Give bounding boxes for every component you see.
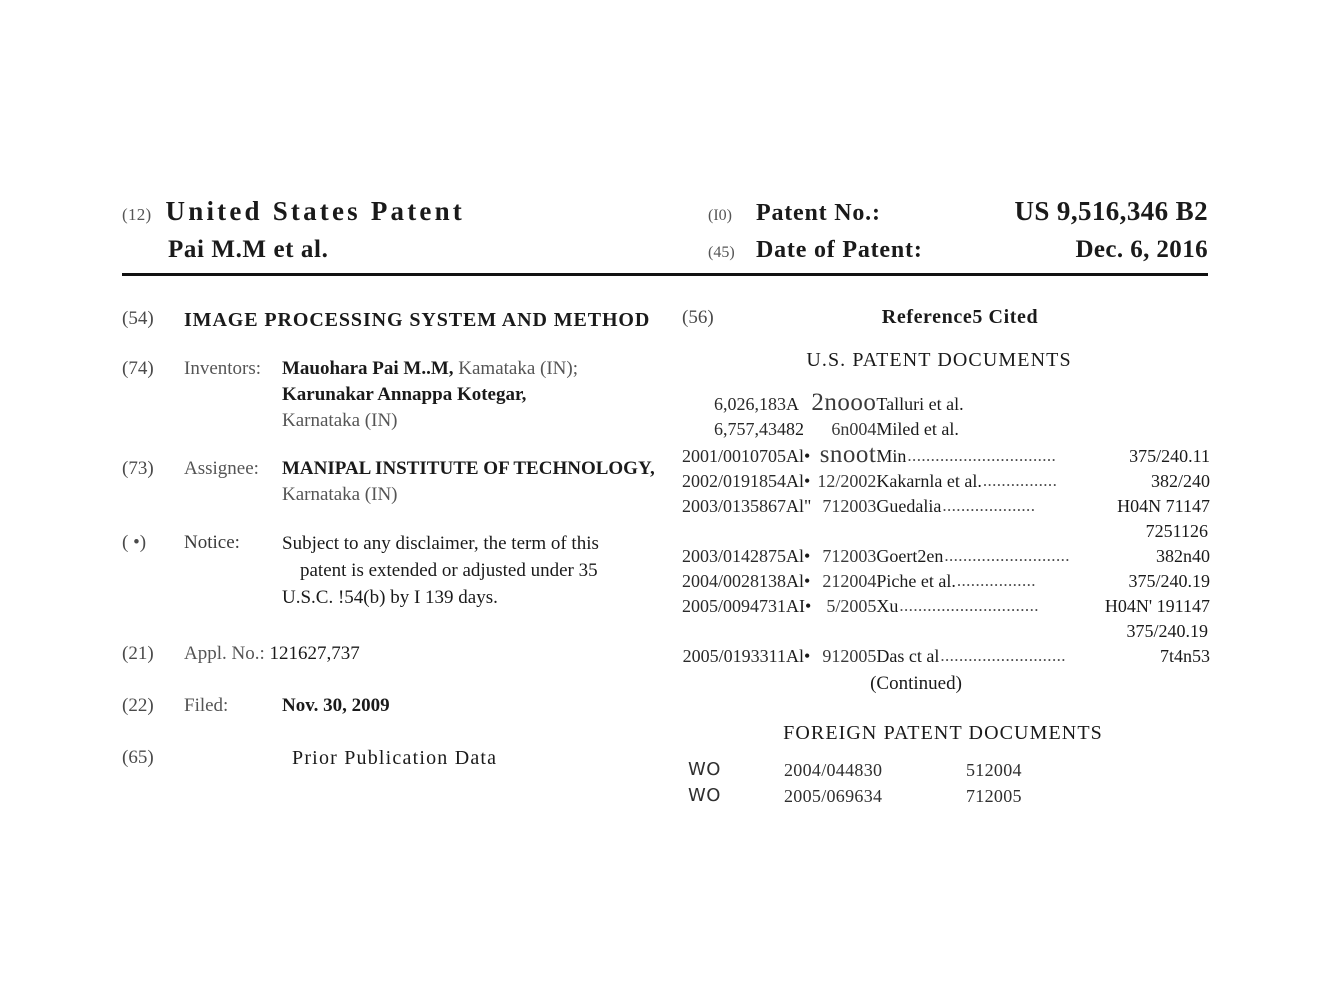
invention-title-text: IMAGE PROCESSING SYSTEM AND METHOD (184, 309, 651, 331)
notice-line-1: Subject to any disclaimer, the term of this (282, 533, 599, 554)
doc-type-code: (12) (122, 205, 152, 224)
foreign-patent-documents-table (688, 757, 1216, 809)
citation-assignee-name (876, 544, 1210, 569)
citation-row (682, 469, 1210, 494)
foreign-publication-number: 2004/044830 (784, 760, 883, 780)
header-divider (122, 273, 1208, 276)
citation-assignee-name (876, 469, 1210, 494)
continued-row (682, 669, 1210, 696)
filed-label: Filed: (184, 695, 229, 716)
notice-line-3: U.S.C. !54(b) by I 139 days. (282, 587, 498, 608)
field-assignee (122, 456, 682, 508)
citation-kind-code: Al• (786, 546, 811, 566)
field-prior-publication (122, 745, 682, 771)
notice-code: ( •) (122, 532, 147, 553)
citation-patent-number: 6,026,183 (714, 394, 787, 414)
citation-classification: 382/240 (1150, 471, 1210, 491)
citation-kind-code: AI• (786, 596, 812, 616)
citation-kind-code: Al• (786, 446, 811, 466)
citation-patent-number: 2003/0135867 (682, 496, 787, 516)
citation-name-text: Min (876, 446, 907, 466)
citation-name-text: Piche et al. (876, 571, 956, 591)
citation-assignee-name (876, 494, 1210, 519)
citation-kind-code: A (786, 394, 800, 414)
citation-name-text: Goert2en (876, 546, 944, 566)
citation-leader-dots: .................... (942, 496, 1036, 515)
citation-kind-code: Al" (786, 496, 812, 516)
citation-name-text: Kakarnla et al. (876, 471, 982, 491)
citation-patent-number: 2004/0028138 (682, 571, 787, 591)
foreign-citation-row (688, 757, 1216, 783)
application-number-label: Appl. No.: (184, 643, 265, 664)
patent-header (122, 196, 1208, 274)
patent-date-row (708, 236, 1208, 276)
citation-classification: 375/240.19 (1128, 571, 1210, 591)
inventors-list (282, 356, 682, 434)
citation-date: 5/2005 (826, 596, 877, 616)
filed-month: Nov. 30, 2009 (282, 695, 390, 716)
citation-row (682, 569, 1210, 594)
citation-classification: H04N' 191147 (1104, 596, 1210, 616)
inventors-label: Inventors: (184, 358, 262, 379)
inventors-code: (74) (122, 358, 154, 379)
spacer-cell (682, 519, 876, 544)
patent-date-value: Dec. 6, 2016 (1075, 236, 1208, 263)
citation-date: 712003 (822, 496, 877, 516)
citation-patent-number: 2005/0094731 (682, 596, 787, 616)
citation-patent-number: 2002/0191854 (682, 471, 787, 491)
citation-row (682, 644, 1210, 669)
citation-patent-number: 2005/0193311 (682, 646, 787, 666)
citation-classification-continuation-row (682, 519, 1210, 544)
citation-kind-code: Al• (786, 571, 811, 591)
application-number-text: 121627,737 (269, 643, 360, 664)
us-patent-documents-heading: U.S. PATENT DOCUMENTS (806, 349, 1072, 371)
citation-patent-number: 6,757,434 (714, 419, 787, 439)
citation-leader-dots: ................................ (907, 446, 1057, 465)
assignee-value (282, 456, 682, 508)
field-filed-date (122, 693, 682, 719)
citation-classification: 7t4n53 (1159, 646, 1210, 666)
field-notice (122, 530, 682, 611)
applicant-row (122, 236, 682, 274)
foreign-citation-row (688, 783, 1216, 809)
citation-assignee-name (876, 442, 1210, 469)
citation-assignee-name: Miled et al. (876, 419, 959, 439)
prior-publication-code: (65) (122, 747, 154, 768)
foreign-publication-number: 2005/069634 (784, 786, 883, 806)
field-inventors (122, 356, 682, 434)
field-invention-title (122, 306, 682, 334)
citation-classification: 382n40 (1156, 546, 1210, 566)
citation-row (682, 594, 1210, 619)
application-number-value (184, 641, 682, 667)
assignee-code: (73) (122, 458, 154, 479)
citation-row (682, 417, 1210, 442)
citation-leader-dots: ........................... (940, 646, 1066, 665)
citation-classification-continuation-row (682, 619, 1210, 644)
foreign-publication-date: 512004 (966, 760, 1022, 780)
citation-leader-dots: ........................... (944, 546, 1070, 565)
inventor-1-name: Mauohara Pai M..M, (282, 358, 454, 379)
inventor-2-location: Karnataka (IN) (282, 410, 398, 431)
applicant-name: Pai M.M et al. (168, 236, 329, 263)
references-title: Reference5 Cited (881, 306, 1039, 328)
assignee-location: Karnataka (IN) (282, 484, 398, 505)
notice-text (282, 530, 682, 611)
foreign-publication-date: 712005 (966, 786, 1022, 806)
inventor-1-location: Kamataka (IN); (458, 358, 579, 379)
spacer-cell (682, 619, 876, 644)
citation-date: snoot (819, 441, 877, 468)
document-title: United States Patent (165, 196, 466, 226)
field-application-number (122, 641, 682, 667)
foreign-patent-documents-heading: FOREIGN PATENT DOCUMENTS (783, 722, 1103, 744)
citation-kind-code: Al• (786, 646, 811, 666)
citation-row (682, 494, 1210, 519)
citation-date: 212004 (822, 571, 877, 591)
citation-assignee-name (876, 594, 1210, 619)
filed-code: (22) (122, 695, 154, 716)
citation-leader-dots: ................. (956, 571, 1036, 590)
citation-date: 12/2002 (817, 471, 877, 491)
citation-date: 2nooo (811, 389, 877, 416)
citation-name-text: Guedalia (876, 496, 942, 516)
patent-number-code: (I0) (708, 207, 732, 224)
citation-date: 912005 (822, 646, 877, 666)
filed-value (282, 693, 682, 719)
citation-classification: H04N 71147 (1117, 496, 1210, 516)
citation-row (682, 442, 1210, 469)
references-code: (56) (682, 307, 714, 328)
citation-classification-secondary: 375/240.19 (1126, 621, 1208, 641)
continued-label: (Continued) (870, 673, 962, 694)
header-right (708, 196, 1208, 276)
citation-assignee-name: Talluri et al. (876, 394, 964, 414)
invention-title-code: (54) (122, 308, 154, 329)
references-right-column (682, 306, 1210, 809)
citation-row (682, 544, 1210, 569)
patent-number-label: Patent No.: (756, 200, 881, 226)
patent-date-label: Date of Patent: (756, 237, 923, 263)
prior-publication-heading: Prior Publication Data (292, 747, 498, 769)
patent-number-value: US 9,516,346 B2 (1014, 196, 1208, 226)
patent-number-row (708, 196, 1208, 236)
foreign-country-code: WO (688, 785, 721, 806)
foreign-country-code: WO (688, 759, 721, 780)
citation-patent-number: 2003/0142875 (682, 546, 787, 566)
bibliographic-left-column (122, 306, 682, 793)
references-cited-header (682, 306, 1210, 329)
notice-line-2: patent is extended or adjusted under 35 (300, 560, 598, 581)
citation-name-text: Das ct al (876, 646, 940, 666)
citation-leader-dots: .............................. (899, 596, 1039, 615)
inventor-2-name: Karunakar Annappa Kotegar, (282, 384, 527, 405)
citation-kind-code: 82 (786, 419, 805, 439)
assignee-label: Assignee: (184, 458, 259, 479)
citation-leader-dots: ................ (982, 471, 1058, 490)
header-left (122, 196, 682, 274)
document-title-row (122, 196, 682, 236)
assignee-name: MANIPAL INSTITUTE OF TECHNOLOGY, (282, 458, 655, 479)
citation-classification: 375/240.11 (1129, 446, 1210, 466)
notice-label: Notice: (184, 532, 240, 553)
citation-kind-code: Al• (786, 471, 811, 491)
citation-patent-number: 2001/0010705 (682, 446, 787, 466)
citation-assignee-name (876, 644, 1210, 669)
us-patent-documents-table (682, 390, 1210, 696)
patent-date-code: (45) (708, 244, 735, 261)
citation-assignee-name (876, 569, 1210, 594)
citation-date: 6n004 (831, 419, 877, 439)
citation-classification-secondary: 7251126 (1145, 521, 1208, 541)
application-number-code: (21) (122, 643, 154, 664)
citation-name-text: Xu (876, 596, 899, 616)
citation-date: 712003 (822, 546, 877, 566)
citation-row (682, 390, 1210, 417)
